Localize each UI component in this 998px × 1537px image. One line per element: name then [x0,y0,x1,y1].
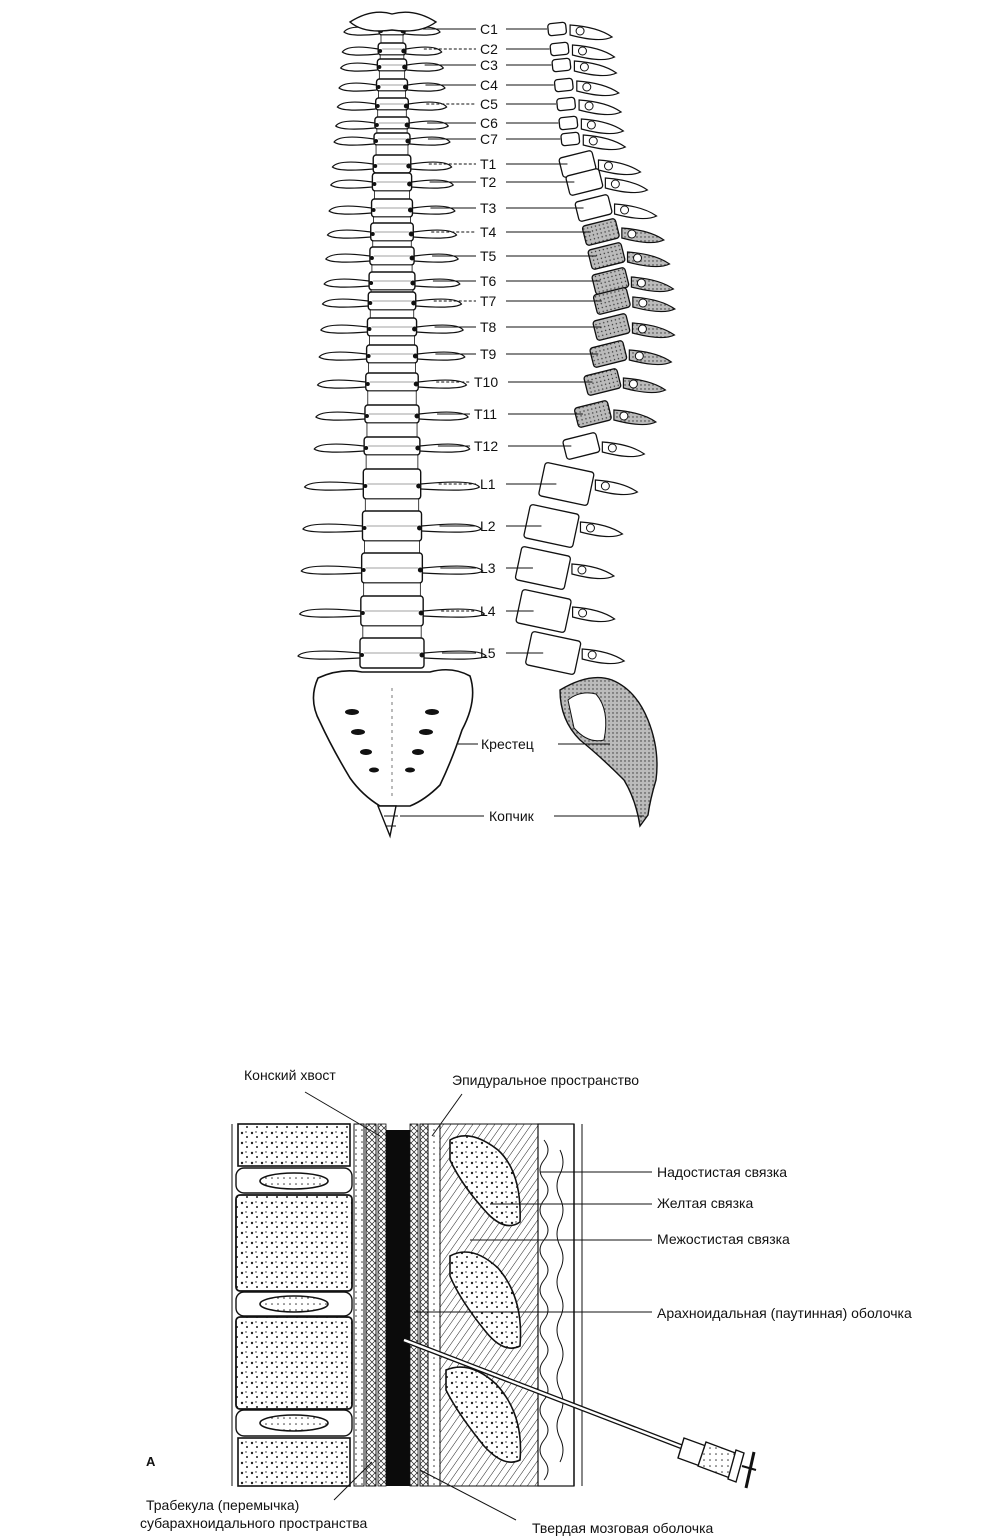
side-vertebra-c2 [550,42,615,59]
vertebra-label-t3: T3 [480,200,497,216]
vertebra-label-c3: C3 [480,57,498,73]
front-vertebra-c5 [337,98,446,117]
coccyx-label-group [400,808,644,824]
front-vertebra-c4 [339,79,445,98]
side-vertebra-t8 [593,313,675,341]
side-vertebra-t6 [591,267,673,295]
side-vertebra-t12 [562,432,644,460]
front-vertebra-c2 [342,43,441,59]
dura-mater-label: Твердая мозговая оболочка [532,1520,714,1536]
front-vertebra-t9 [319,345,465,373]
side-vertebra-c1 [548,22,613,39]
vertebra-label-t12: T12 [474,438,499,454]
side-vertebra-t4 [582,218,664,246]
supraspinous-ligament-label: Надостистая связка [657,1164,788,1180]
front-vertebra-t5 [326,247,458,272]
vertebra-label-c2: C2 [480,41,498,57]
sacrum-label: Крестец [481,736,534,752]
side-vertebra-t10 [584,368,666,396]
trabecula-label-2: субарахноидального пространства [140,1515,368,1531]
vertebra-label-c4: C4 [480,77,498,93]
vertebra-label-t10: T10 [474,374,499,390]
vertebra-label-c6: C6 [480,115,498,131]
vertebra-label-t11: T11 [474,406,498,422]
interspinous-ligament-label: Межостистая связка [657,1231,790,1247]
side-vertebra-t11 [574,400,656,428]
vertebra-label-t7: T7 [480,293,497,309]
front-vertebra-c3 [341,59,444,79]
front-vertebra-t7 [323,292,462,318]
front-vertebra-t4 [327,223,456,247]
ligamentum-flavum-label: Желтая связка [657,1195,754,1211]
vertebra-label-c1: C1 [480,21,498,37]
side-vertebra-c6 [559,116,624,133]
vertebra-label-t2: T2 [480,174,497,190]
front-vertebra-c6 [336,117,449,133]
side-vertebra-t5 [588,242,670,270]
front-vertebra-c7 [334,133,450,155]
vertebra-label-c5: C5 [480,96,498,112]
front-vertebra-t2 [331,173,453,199]
cauda-equina-label: Конский хвост [244,1067,336,1083]
side-vertebra-t3 [575,194,657,222]
trabecula-label-1: Трабекула (перемычка) [146,1497,300,1513]
spine-front-view [298,12,486,668]
front-vertebra-t8 [321,318,463,345]
vertebral-bodies [236,1124,352,1486]
vertebra-label-t1: T1 [480,156,497,172]
spine-side-view [515,22,675,675]
vertebra-label-t5: T5 [480,248,497,264]
vertebra-label-l3: L3 [480,560,496,576]
epidural-space-label: Эпидуральное пространство [452,1072,640,1088]
coccyx-label: Копчик [489,808,534,824]
vertebra-label-l1: L1 [480,476,496,492]
side-vertebra-t9 [589,340,671,368]
front-vertebra-t10 [318,373,467,405]
vertebra-label-t9: T9 [480,346,497,362]
side-vertebra-c4 [554,78,619,95]
front-vertebra-l3 [301,553,482,596]
sacrum-front [313,670,472,836]
vertebra-label-t8: T8 [480,319,497,335]
panel-letter: A [146,1454,156,1469]
front-vertebra-l2 [303,511,481,553]
front-vertebra-t11 [316,405,468,437]
vertebra-label-l4: L4 [480,603,496,619]
vertebra-label-l2: L2 [480,518,496,534]
vertebra-label-t4: T4 [480,224,497,240]
side-vertebra-c7 [561,132,626,149]
vertebra-label-t6: T6 [480,273,497,289]
front-vertebra-l4 [300,596,485,638]
front-vertebra-l1 [305,469,480,511]
front-vertebra-t1 [332,155,451,173]
side-vertebra-c3 [552,58,617,75]
front-vertebra-t12 [314,437,469,469]
vertebra-label-l5: L5 [480,645,496,661]
front-vertebra-t3 [329,199,455,223]
arachnoid-label: Арахноидальная (паутинная) оболочка [657,1305,912,1321]
vertebra-labels [474,21,498,661]
front-vertebra-t6 [324,272,460,292]
side-vertebra-c5 [557,97,622,114]
vertebra-label-c7: C7 [480,131,498,147]
sacrum-side [560,678,657,826]
